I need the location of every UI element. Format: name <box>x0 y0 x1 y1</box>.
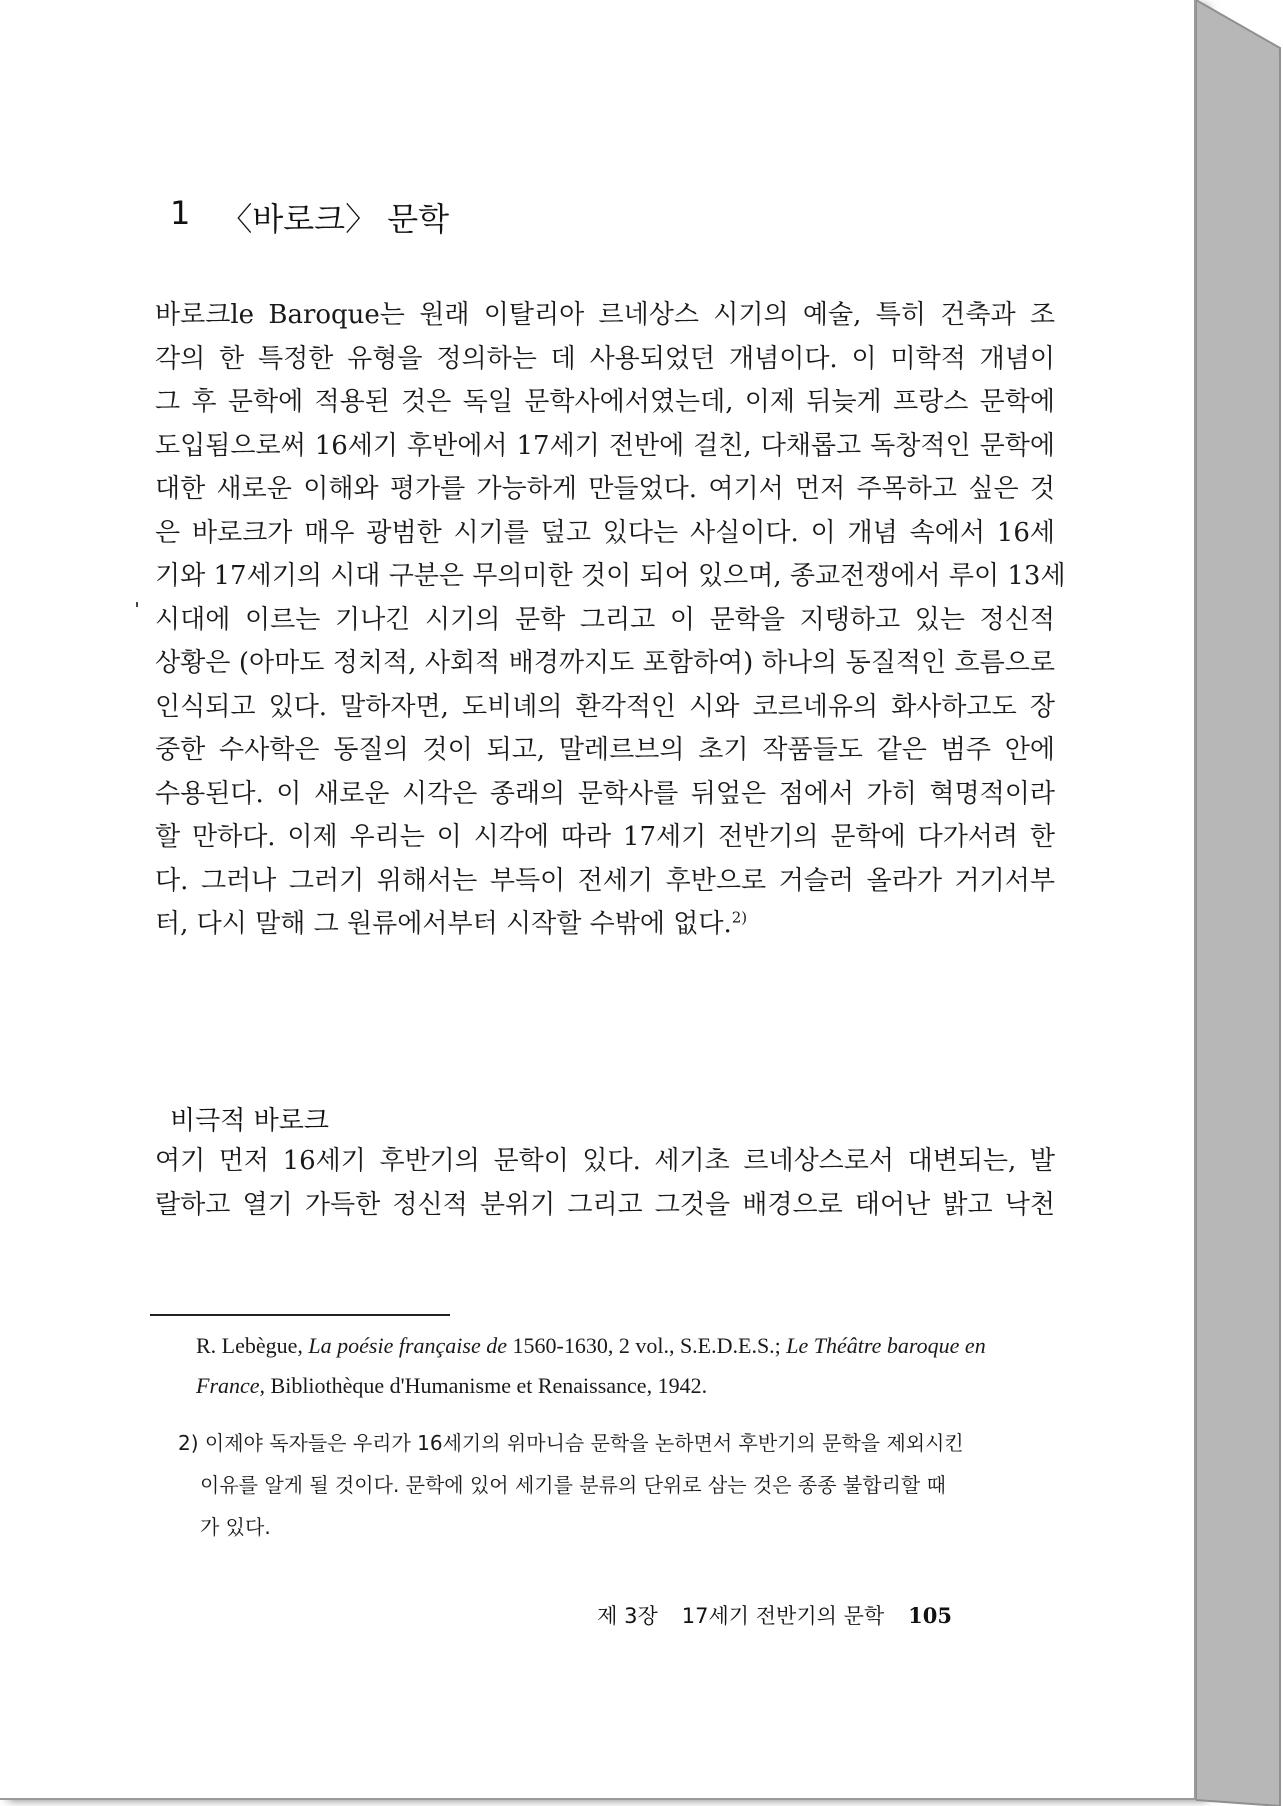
footnote-line: 이제야 독자들은 우리가 16세기의 위마니슴 문학을 논하면서 후반기의 문학을 제외시킨 <box>204 1431 964 1455</box>
section-title: 〈바로크〉 문학 <box>220 200 450 238</box>
citation-author: R. Lebègue, <box>196 1333 303 1358</box>
text-line: 여기 먼저 16세기 후반기의 문학이 있다. 세기초 르네상스로서 대변되는, 발 <box>155 1146 1055 1176</box>
footnote-2 <box>178 1422 1058 1548</box>
subsection-heading: 비극적 바로크 <box>170 1106 329 1136</box>
text-line: 랄하고 열기 가득한 정신적 분위기 그리고 그것을 배경으로 태어난 밝고 낙천 <box>155 1189 1055 1220</box>
text-line: 중한 수사학은 동질의 것이 되고, 말레르브의 초기 작품들도 같은 범주 안에 <box>155 735 1055 765</box>
text-line-last <box>155 903 1055 947</box>
running-footer <box>597 1600 952 1630</box>
text-line: 할 만하다. 이제 우리는 이 시각에 따라 17세기 전반기의 문학에 다가서려 한 <box>155 822 1055 852</box>
text-line: 시대에 이르는 기나긴 시기의 문학 그리고 이 문학을 지탱하고 있는 정신적 <box>155 604 1055 635</box>
footnote-citation <box>196 1326 1058 1406</box>
text-line: 수용된다. 이 새로운 시각은 종래의 문학사를 뒤엎은 점에서 가히 혁명적이라 <box>155 778 1055 809</box>
citation-title-2: Le Théâtre baroque en France, <box>196 1333 986 1398</box>
paragraph-tragic-baroque <box>155 1140 1055 1227</box>
section-number: 1 <box>170 194 191 232</box>
text-line: 은 바로크가 매우 광범한 시기를 덮고 있다는 사실이다. 이 개념 속에서 16세 <box>155 517 1055 548</box>
text-line: 상황은 (아마도 정치적, 사회적 배경까지도 포함하여) 하나의 동질적인 흐름으로 <box>155 648 1055 678</box>
margin-mark <box>136 602 138 607</box>
footnote-divider <box>150 1314 450 1316</box>
footnote-line: 이유를 알게 될 것이다. 문학에 있어 세기를 분류의 단위로 삼는 것은 종종 불합리할 때 <box>200 1473 946 1497</box>
text-line: 기와 17세기의 시대 구분은 무의미한 것이 되어 있으며, 종교전쟁에서 루이 13세 <box>155 561 1066 591</box>
footnote-reference: 2) <box>731 908 748 927</box>
text-line: 인식되고 있다. 말하자면, 도비녜의 환각적인 시와 코르네유의 화사하고도 장 <box>155 691 1055 722</box>
book-edge-shape <box>1196 0 1283 1806</box>
page-number: 105 <box>908 1603 952 1628</box>
paragraph-intro <box>155 294 1066 947</box>
text-line: 바로크le Baroque는 원래 이탈리아 르네상스 시기의 예술, 특히 건축과 조 <box>155 300 1055 330</box>
text-line: 도입됨으로써 16세기 후반에서 17세기 전반에 걸친, 다채롭고 독창적인 문학에 <box>155 430 1055 461</box>
citation-details: 1560-1630, 2 vol., S.E.D.E.S.; <box>512 1333 781 1358</box>
section-heading <box>170 194 449 240</box>
text-line-content: 터, 다시 말해 그 원류에서부터 시작할 수밖에 없다. <box>155 909 732 939</box>
citation-publisher: Bibliothèque d'Humanisme et Renaissance, 1942. <box>270 1373 708 1398</box>
citation-title: La poésie française de <box>308 1333 507 1358</box>
text-line: 각의 한 특정한 유형을 정의하는 데 사용되었던 개념이다. 이 미학적 개념이 <box>155 343 1055 374</box>
text-line: 다. 그러나 그러기 위해서는 부득이 전세기 후반으로 거슬러 올라가 거기서부 <box>155 865 1055 896</box>
footer-chapter: 제 3장 <box>597 1604 658 1628</box>
footer-chapter-title: 17세기 전반기의 문학 <box>681 1604 885 1628</box>
text-line: 대한 새로운 이해와 평가를 가능하게 만들었다. 여기서 먼저 주목하고 싶은 것 <box>155 474 1055 504</box>
footnote-marker: 2) <box>178 1431 199 1455</box>
footnote-line: 가 있다. <box>200 1515 271 1539</box>
text-line: 그 후 문학에 적용된 것은 독일 문학사에서였는데, 이제 뒤늦게 프랑스 문학에 <box>155 387 1055 417</box>
